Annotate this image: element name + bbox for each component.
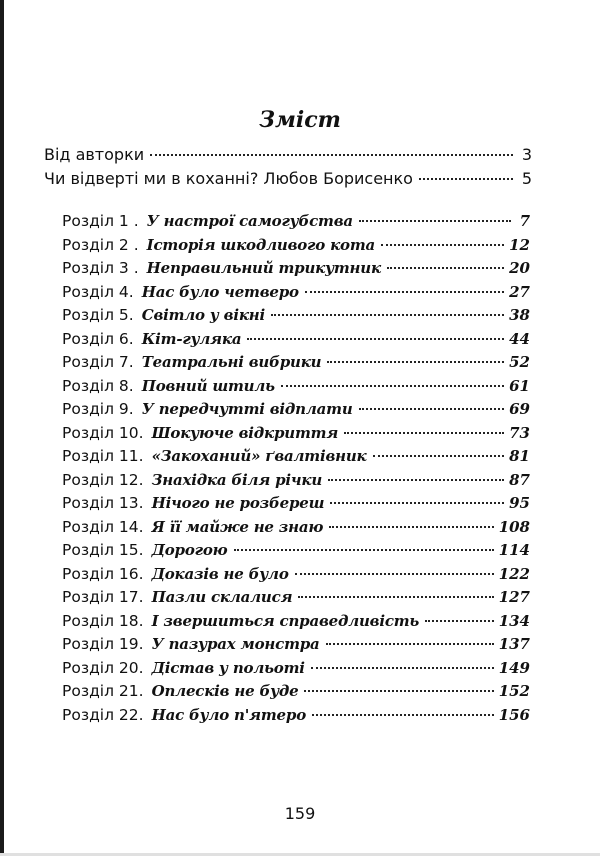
toc-entry-chapter (62, 306, 530, 330)
leader-dots (295, 573, 494, 575)
chapter-number: Розділ 22. (62, 705, 144, 724)
chapter-number: Розділ 12. (62, 470, 144, 489)
chapter-page: 81 (509, 447, 530, 465)
toc-entry-chapter (62, 283, 530, 307)
toc-entry-chapter (62, 494, 530, 518)
chapter-page: 20 (509, 259, 530, 277)
chapter-title: Історія шкодливого кота (146, 235, 376, 254)
chapter-title: Знахідка біля річки (151, 470, 323, 489)
chapter-page: 12 (509, 235, 530, 254)
chapter-number: Розділ 2 . (62, 235, 139, 254)
chapter-number: Розділ 13. (62, 494, 144, 512)
chapter-title: Дорогою (151, 541, 228, 559)
leader-dots (305, 291, 504, 293)
toc-entry-chapter (62, 400, 530, 424)
chapter-page: 156 (498, 705, 530, 724)
toc-entry-chapter (62, 682, 530, 706)
toc-entry-chapter (62, 236, 530, 260)
leader-dots (344, 432, 504, 434)
toc-entry-chapter (62, 706, 530, 730)
chapter-page: 122 (498, 564, 530, 583)
chapter-title: Доказів не було (151, 564, 289, 583)
chapter-page: 69 (509, 400, 530, 418)
leader-dots (425, 620, 494, 622)
chapter-page: 149 (498, 658, 530, 677)
toc-entry-chapter (62, 471, 530, 495)
chapter-number: Розділ 18. (62, 611, 144, 630)
toc-entry-intro (44, 145, 532, 169)
chapter-title: Кіт-гуляка (141, 329, 242, 348)
page-number: 159 (284, 804, 316, 823)
chapter-number: Розділ 20. (62, 658, 144, 677)
leader-dots (312, 714, 494, 716)
leader-dots (373, 455, 505, 457)
chapter-number: Розділ 4. (62, 282, 134, 301)
chapter-title: У передчутті відплати (141, 400, 353, 418)
entry-page: 5 (521, 169, 532, 188)
chapter-title: Нас було п'ятеро (151, 705, 306, 724)
chapter-title: Шокуюче відкриття (151, 423, 339, 442)
chapter-page: 152 (498, 682, 530, 700)
chapter-number: Розділ 10. (62, 423, 144, 442)
toc-entry-chapter (62, 424, 530, 448)
chapter-title: Нічого не розбереш (151, 494, 325, 512)
toc-entry-chapter (62, 588, 530, 612)
chapter-page: 27 (509, 282, 530, 301)
chapter-title: І звершиться справедливість (151, 611, 420, 630)
chapter-title: Неправильний трикутник (146, 259, 381, 277)
leader-dots (327, 361, 504, 363)
leader-dots (330, 502, 504, 504)
chapter-number: Розділ 7. (62, 353, 134, 371)
chapter-page: 38 (509, 306, 530, 324)
chapter-number: Розділ 15. (62, 541, 144, 559)
chapter-number: Розділ 6. (62, 329, 134, 348)
leader-dots (304, 690, 493, 692)
toc-entry-intro (44, 169, 532, 193)
chapter-page: 134 (498, 611, 530, 630)
chapter-title: Театральні вибрики (141, 353, 322, 371)
chapter-number: Розділ 14. (62, 517, 144, 536)
chapter-page: 108 (498, 517, 530, 536)
chapter-page: 7 (519, 212, 530, 230)
chapter-title: Дістав у польоті (151, 658, 305, 677)
chapter-page: 44 (509, 329, 530, 348)
leader-dots (298, 596, 493, 598)
leader-dots (326, 643, 494, 645)
leader-dots (311, 667, 494, 669)
leader-dots (387, 267, 504, 269)
chapter-page: 52 (509, 353, 530, 371)
toc-entry-chapter (62, 212, 530, 236)
entry-page: 3 (521, 145, 532, 164)
leader-dots (359, 408, 505, 410)
chapter-number: Розділ 9. (62, 400, 134, 418)
leader-dots (150, 154, 513, 156)
chapter-title: Я її майже не знаю (151, 517, 324, 536)
toc-entry-chapter (62, 635, 530, 659)
chapter-number: Розділ 17. (62, 588, 144, 606)
intro-entries (44, 145, 532, 193)
leader-dots (359, 220, 511, 222)
toc-entry-chapter (62, 353, 530, 377)
toc-entry-chapter (62, 659, 530, 683)
leader-dots (419, 178, 513, 180)
chapter-number: Розділ 5. (62, 306, 134, 324)
chapter-title: «Закоханий» ґвалтівник (151, 447, 367, 465)
chapter-title: Нас було четверо (141, 282, 299, 301)
entry-label: Чи відверті ми в коханні? Любов Борисенко (44, 169, 413, 188)
chapter-page: 87 (509, 470, 530, 489)
leader-dots (329, 526, 493, 528)
chapter-number: Розділ 19. (62, 635, 144, 653)
toc-entry-chapter (62, 518, 530, 542)
leader-dots (247, 338, 504, 340)
chapter-title: Пазли склалися (151, 588, 293, 606)
leader-dots (328, 479, 504, 481)
leader-dots (281, 385, 504, 387)
chapter-page: 137 (498, 635, 530, 653)
page-title: Зміст (259, 106, 341, 133)
toc-entry-chapter (62, 330, 530, 354)
chapter-number: Розділ 8. (62, 376, 134, 395)
chapter-number: Розділ 16. (62, 564, 144, 583)
entry-label: Від авторки (44, 145, 145, 164)
toc-entry-chapter (62, 612, 530, 636)
chapter-title: Світло у вікні (141, 306, 266, 324)
toc-entry-chapter (62, 447, 530, 471)
chapter-number: Розділ 3 . (62, 259, 139, 277)
chapter-title: Повний штиль (141, 376, 275, 395)
chapter-page: 114 (498, 541, 530, 559)
chapter-list (62, 212, 530, 729)
chapter-title: Оплесків не буде (151, 682, 299, 700)
leader-dots (271, 314, 504, 316)
chapter-number: Розділ 21. (62, 682, 144, 700)
chapter-number: Розділ 1 . (62, 212, 139, 230)
chapter-title: У настрої самогубства (146, 212, 353, 230)
chapter-page: 127 (498, 588, 530, 606)
leader-dots (234, 549, 494, 551)
leader-dots (381, 244, 504, 246)
chapter-page: 61 (509, 376, 530, 395)
chapter-page: 73 (509, 423, 530, 442)
toc-entry-chapter (62, 259, 530, 283)
toc-entry-chapter (62, 565, 530, 589)
chapter-title: У пазурах монстра (151, 635, 320, 653)
toc-entry-chapter (62, 541, 530, 565)
toc-entry-chapter (62, 377, 530, 401)
chapter-number: Розділ 11. (62, 447, 144, 465)
chapter-page: 95 (509, 494, 530, 512)
